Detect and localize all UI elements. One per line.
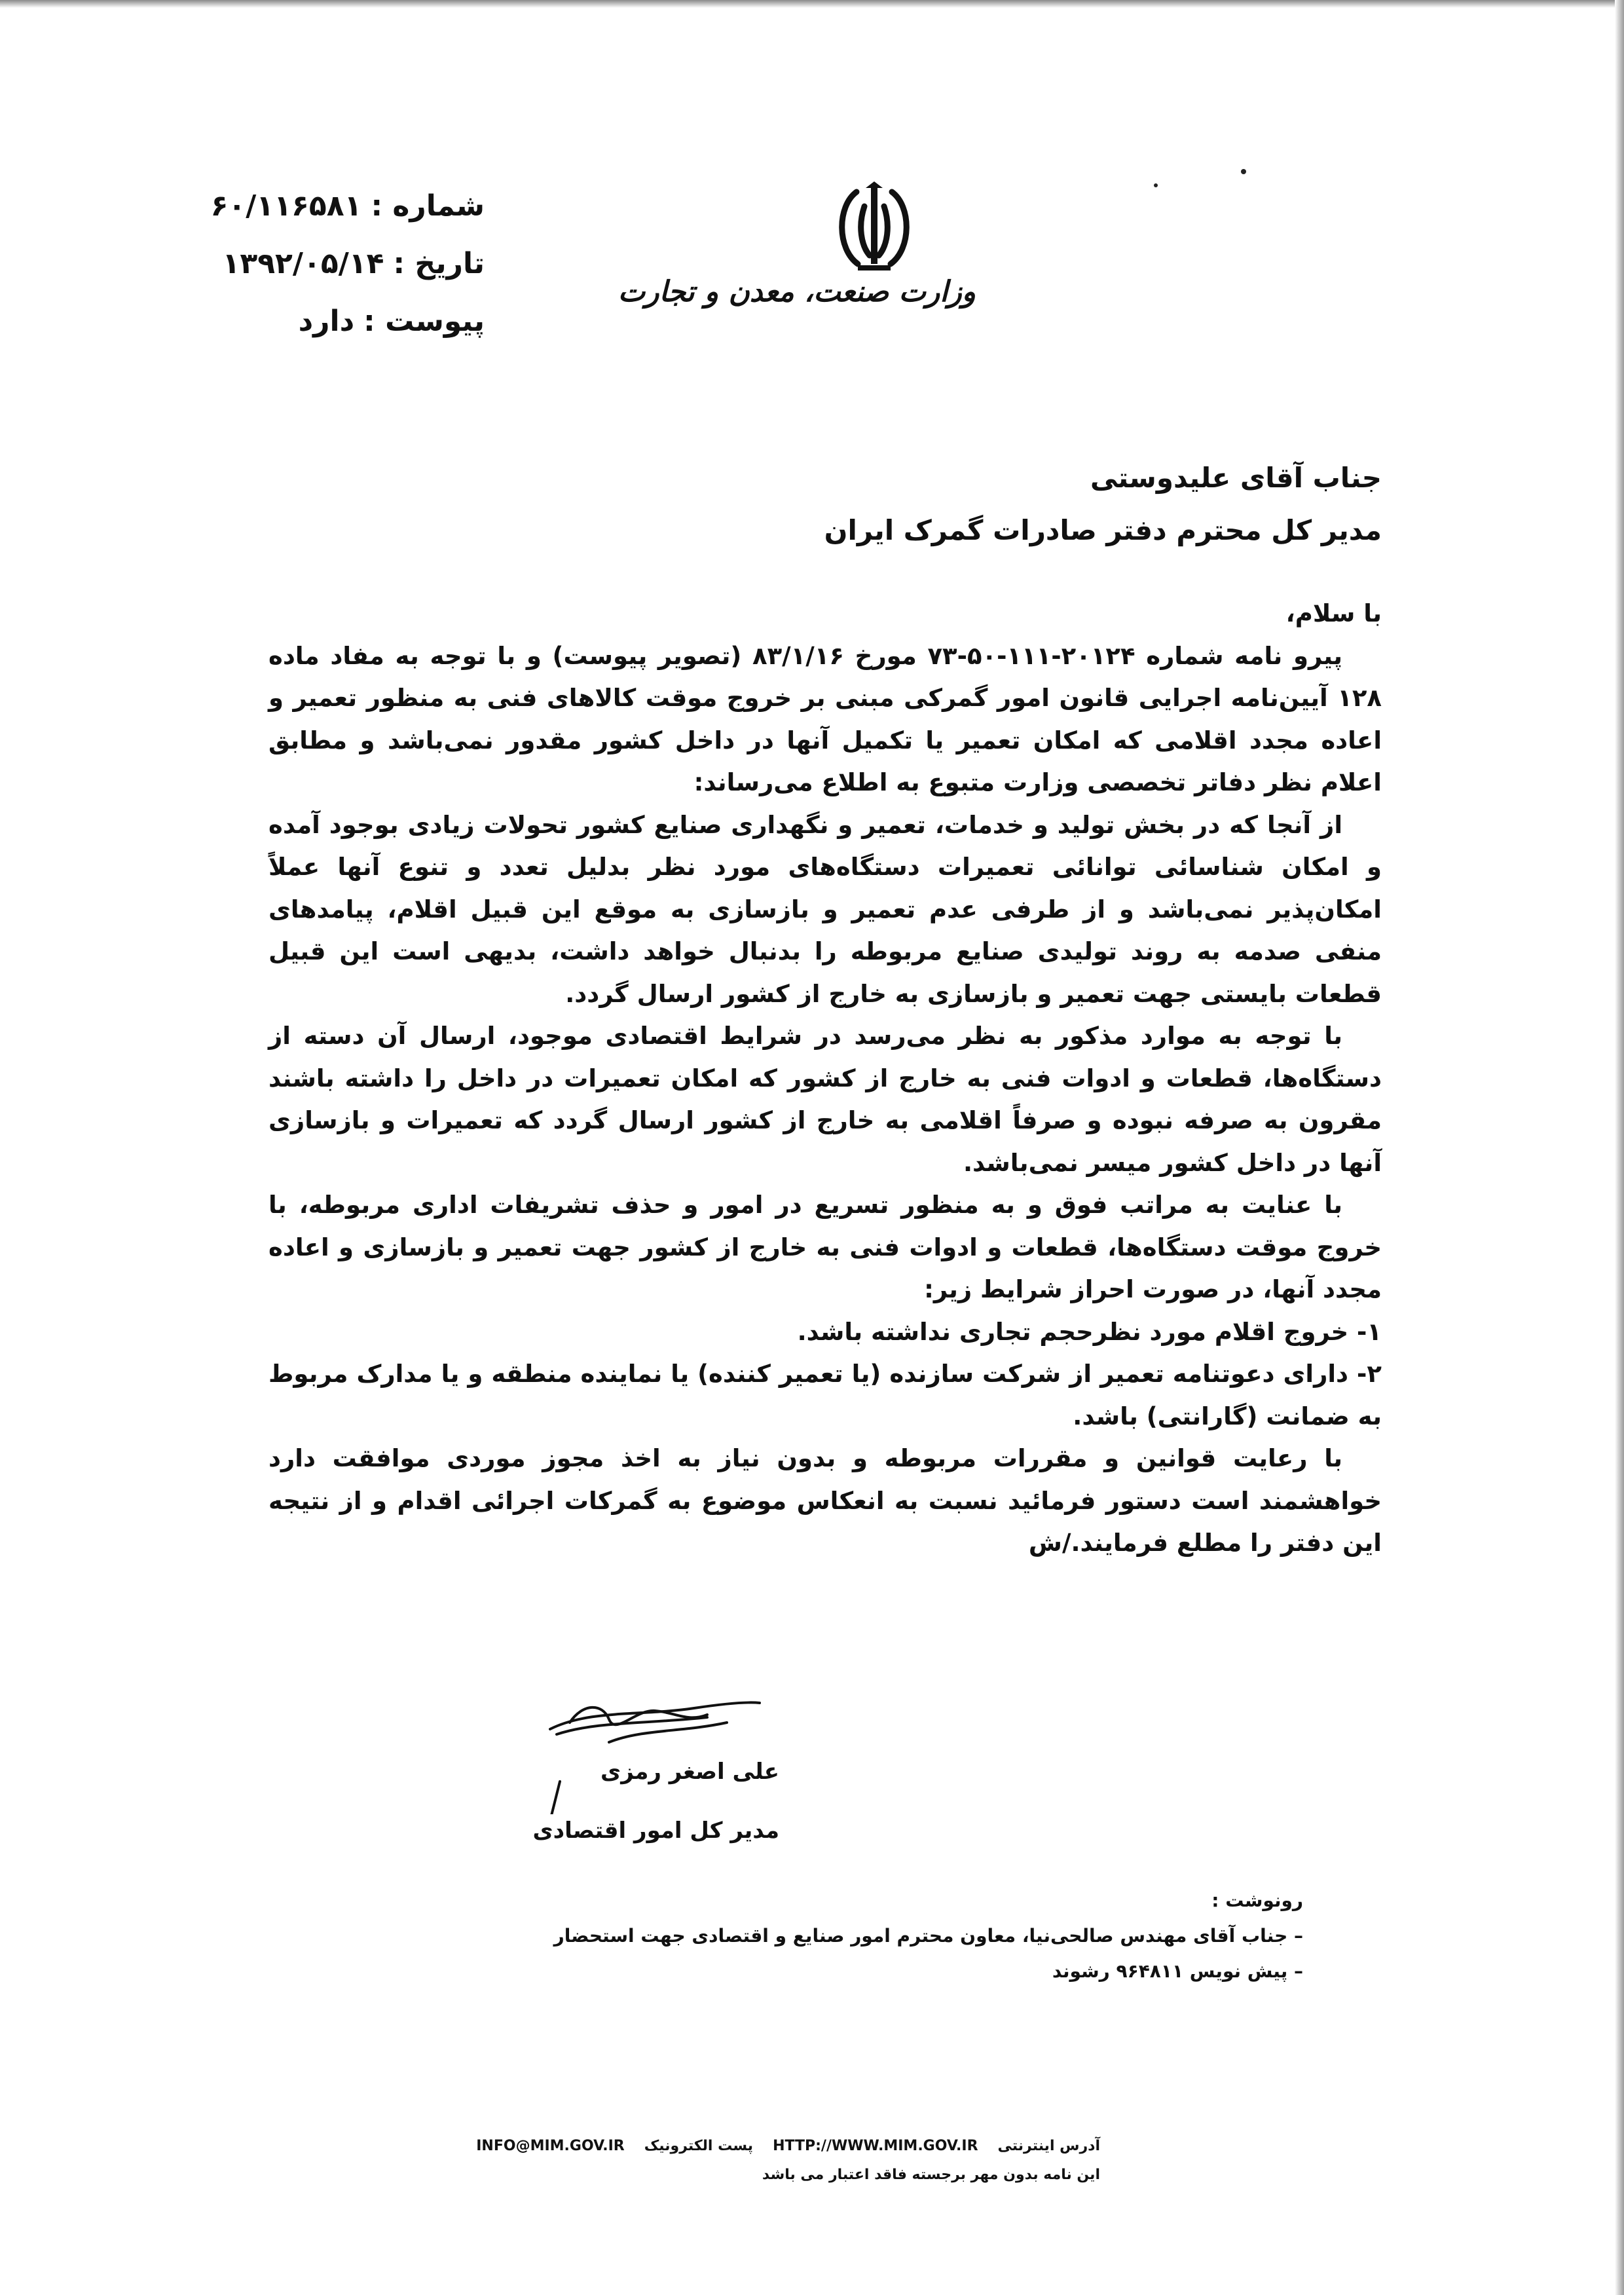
letter-number-value: ۶۰/۱۱۶۵۸۱ — [210, 189, 362, 223]
signer-block — [517, 1742, 779, 1860]
signer-name: علی اصغر رمزی — [600, 1759, 779, 1785]
scan-speck — [1241, 169, 1246, 174]
letter-attachment-value: دارد — [298, 304, 355, 338]
body-paragraph: با رعایت قوانین و مقررات مربوطه و بدون نیاز به اخذ مجوز موردی موافقت دارد خواهشمند است دستور فرمائید نسبت به انعکاس موضوع به گمرکات اجرائی اقدام و از نتیجه این دفتر را مطلع فرمایند./ش — [268, 1444, 1382, 1557]
letter-footer — [380, 2132, 1100, 2190]
condition-item: ۲- دارای دعوتنامه تعمیر از شرکت سازنده (یا تعمیر کننده) یا نماینده منطقه و یا مدارک مربوط به ضمانت (گارانتی) باشد. — [268, 1360, 1382, 1430]
footer-contact-line — [380, 2132, 1100, 2161]
copies-item: – پیش نویس ۹۶۴۸۱۱ رشوند — [452, 1954, 1303, 1989]
condition-item: ۱- خروج اقلام مورد نظرحجم تجاری نداشته باشد. — [797, 1317, 1382, 1346]
letter-number-label: شماره : — [371, 189, 485, 223]
letter-number-row — [177, 177, 485, 234]
signer-title: مدیر کل امور اقتصادی — [532, 1818, 779, 1844]
letter-date-row — [177, 234, 485, 292]
body-paragraph: از آنجا که در بخش تولید و خدمات، تعمیر و نگهداری صنایع کشور تحولات زیادی بوجود آمده و امکان شناسائی توانائی تعمیرات دستگاه‌های مورد نظر بدلیل تعدد و تنوع آنها عملاً امکان‌پذیر نمی‌باشد و از طرفی عدم تعمیر و بازسازی به موقع این قبیل اقلام، پیامدهای منفی صدمه به روند تولیدی صنایع مربوطه را بدنبال خواهد داشت، بدیهی است این قبیل قطعات بایستی جهت تعمیر و بازسازی به خارج از کشور ارسال گردد. — [268, 810, 1382, 1008]
addressee-block — [727, 452, 1382, 557]
greeting: با سلام، — [1285, 599, 1382, 627]
addressee-title: مدیر کل محترم دفتر صادرات گمرک ایران — [824, 514, 1382, 546]
footer-email-link[interactable]: INFO@MIM.GOV.IR — [476, 2138, 625, 2154]
letter-attachment-row — [177, 292, 485, 350]
letter-meta — [177, 177, 485, 350]
iran-emblem-icon — [832, 180, 917, 278]
letter-date-value: ۱۳۹۲/۰۵/۱۴ — [222, 246, 384, 280]
footer-notice: این نامه بدون مهر برجسته فاقد اعتبار می باشد — [762, 2167, 1100, 2183]
addressee-name: جناب آقای علیدوستی — [1090, 462, 1382, 494]
letter-attachment-label: پیوست : — [363, 304, 485, 338]
body-paragraph: با توجه به موارد مذکور به نظر می‌رسد در شرایط اقتصادی موجود، ارسال آن دسته از دستگاه‌ها، قطعات و ادوات فنی به خارج از کشور که امکان تعمیرات در داخل را داشته باشند مقرون به صرفه نبوده و صرفاً اقلامی به خارج از کشور ارسال گردد که تعمیرات و بازسازی آنها در داخل کشور میسر نمی‌باشد. — [268, 1022, 1382, 1177]
scan-top-edge — [0, 0, 1624, 8]
ministry-name: وزارت صنعت، معدن و تجارت — [618, 275, 976, 308]
copies-block — [452, 1883, 1303, 1989]
body-paragraph: پیرو نامه شماره ۲۰۱۲۴-۱۱۱-۵۰-۷۳ مورخ ۸۳/۱/۱۶ (تصویر پیوست) و با توجه به مفاد ماده ۱۲۸ آیین‌نامه اجرایی قانون امور گمرکی مبنی بر خروج موقت کالاهای فنی به منظور تعمیر و اعاده مجدد اقلامی که امکان تعمیر یا تکمیل آنها در داخل کشور مقدور نمی‌باشد و مطابق اعلام نظر دفاتر تخصصی وزارت متبوع به اطلاع می‌رساند: — [268, 641, 1382, 796]
copies-label: رونوشت : — [1211, 1890, 1303, 1911]
footer-email-label: پست الکترونیک — [644, 2138, 754, 2154]
footer-web-label: آدرس اینترنتی — [997, 2138, 1100, 2154]
letter-date-label: تاریخ : — [393, 246, 485, 280]
scan-speck — [1154, 183, 1158, 187]
body-paragraph: با عنایت به مراتب فوق و به منظور تسریع در امور و حذف تشریفات اداری مربوطه، با خروج موقت دستگاه‌ها، قطعات و ادوات فنی به خارج از کشور جهت تعمیر و بازسازی و اعاده مجدد آنها، در صورت احراز شرایط زیر: — [268, 1191, 1382, 1303]
scan-right-edge — [1615, 0, 1624, 2295]
copies-item: – جناب آقای مهندس صالحی‌نیا، معاون محترم امور صنایع و اقتصادی جهت استحضار — [452, 1918, 1303, 1954]
footer-web-link[interactable]: HTTP://WWW.MIM.GOV.IR — [773, 2138, 978, 2154]
letter-body — [268, 593, 1382, 1565]
